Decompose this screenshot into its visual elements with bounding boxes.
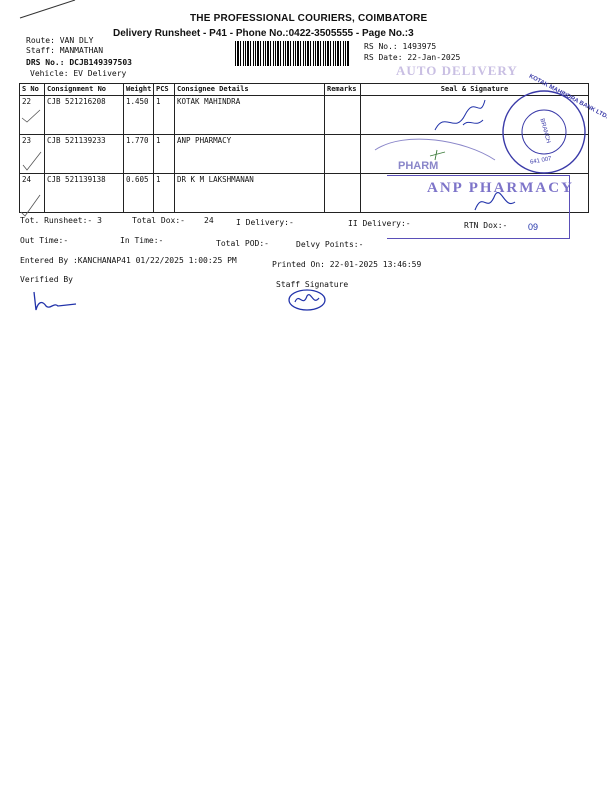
row-consignee: KOTAK MAHINDRA xyxy=(175,96,325,135)
row-weight: 1.770 xyxy=(124,135,154,174)
anp-partial-stamp: PHARM xyxy=(398,160,439,172)
row-weight: 1.450 xyxy=(124,96,154,135)
col-seal: Seal & Signature xyxy=(361,84,589,96)
out-time: Out Time:- xyxy=(20,236,69,245)
row-sno: 24 xyxy=(20,174,45,213)
runsheet-subtitle: Delivery Runsheet - P41 - Phone No.:0422-3505555 - Page No.:3 xyxy=(113,28,414,39)
row-remarks xyxy=(325,135,361,174)
total-pod: Total POD:- xyxy=(216,239,269,248)
company-title: THE PROFESSIONAL COURIERS, COIMBATORE xyxy=(190,13,428,24)
row-consignment: CJB 521139233 xyxy=(45,135,124,174)
row-weight: 0.605 xyxy=(124,174,154,213)
delvy-points: Delvy Points:- xyxy=(296,240,364,249)
verified-signature xyxy=(30,288,90,318)
tot-runsheet: Tot. Runsheet:- 3 xyxy=(20,216,102,225)
staff-label: Staff: MANMATHAN xyxy=(26,46,104,55)
row-pcs: 1 xyxy=(154,135,175,174)
route-label: Route: VAN DLY xyxy=(26,36,94,45)
rs-date: RS Date: 22-Jan-2025 xyxy=(364,53,461,62)
row-consignee: ANP PHARMACY xyxy=(175,135,325,174)
col-remarks: Remarks xyxy=(325,84,361,96)
row-consignment: CJB 521216208 xyxy=(45,96,124,135)
kotak-pin: 641 007 xyxy=(529,156,553,166)
total-dox-label: Total Dox:- xyxy=(132,216,185,225)
row-remarks xyxy=(325,96,361,135)
row-consignee: DR K M LAKSHMANAN xyxy=(175,174,325,213)
row-consignment: CJB 521139138 xyxy=(45,174,124,213)
barcode xyxy=(235,41,350,66)
rtn-dox: RTN Dox:- xyxy=(464,221,508,230)
staff-signature: Staff Signature xyxy=(276,280,349,289)
anp-box-stamp-text: ANP PHARMACY xyxy=(427,180,574,196)
entered-by: Entered By :KANCHANAP41 01/22/2025 1:00:25 PM xyxy=(20,256,237,265)
printed-on: Printed On: 22-01-2025 13:46:59 xyxy=(272,260,422,269)
staff-signature-mark xyxy=(285,286,335,316)
total-dox-value: 24 xyxy=(204,216,214,225)
col-weight: Weight xyxy=(124,84,154,96)
kotak-branch: BRANCH xyxy=(538,117,551,145)
col-sno: S No xyxy=(20,84,45,96)
col-pcs: PCS xyxy=(154,84,175,96)
row-pcs: 1 xyxy=(154,96,175,135)
verified-by: Verified By xyxy=(20,275,73,284)
drs-number: DRS No.: DCJB149397503 xyxy=(26,58,132,67)
in-time: In Time:- xyxy=(120,236,164,245)
ii-delivery: II Delivery:- xyxy=(348,219,411,228)
kotak-ring-text: KOTAK MAHINDRA BANK LTD. xyxy=(527,73,609,121)
col-consignment: Consignment No xyxy=(45,84,124,96)
row-sno: 22 xyxy=(20,96,45,135)
rs-number: RS No.: 1493975 xyxy=(364,42,437,51)
col-consignee: Consignee Details xyxy=(175,84,325,96)
vehicle-label: Vehicle: EV Delivery xyxy=(30,69,127,78)
faded-stamp: AUTO DELIVERY xyxy=(396,63,518,78)
i-delivery: I Delivery:- xyxy=(236,218,294,227)
row-sno: 23 xyxy=(20,135,45,174)
row-pcs: 1 xyxy=(154,174,175,213)
row-remarks xyxy=(325,174,361,213)
rtn-dox-value: 09 xyxy=(528,222,539,232)
